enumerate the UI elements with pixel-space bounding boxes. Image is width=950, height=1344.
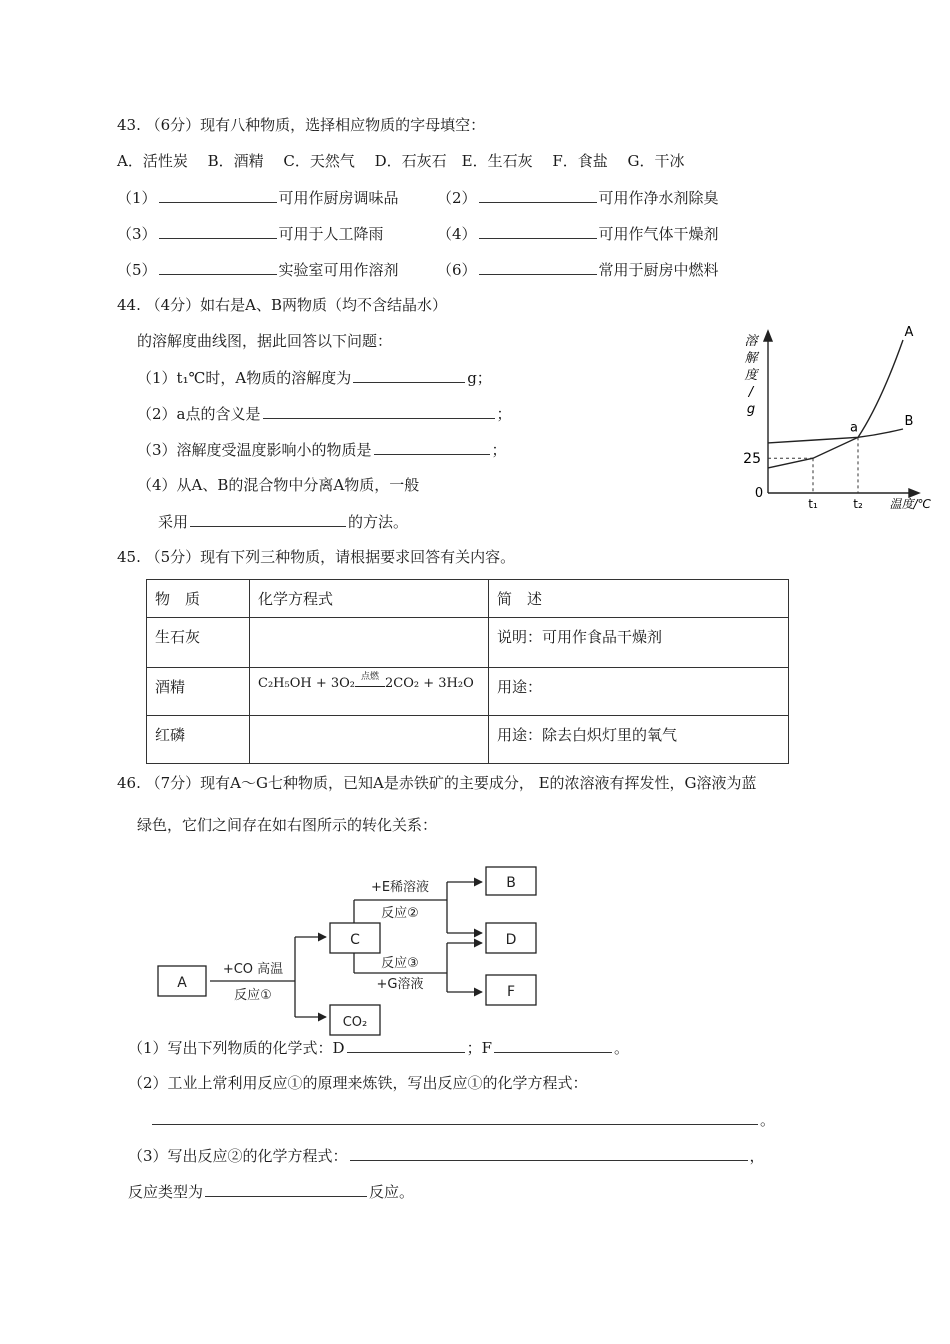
x-axis-label: 温度/℃	[889, 497, 931, 511]
label-c: C	[350, 932, 360, 948]
label-d: D	[505, 932, 517, 948]
q45-table	[146, 579, 789, 764]
cell-substance: 生石灰	[147, 618, 250, 668]
reaction-1-label: 反应①	[234, 988, 272, 1003]
cell-equation[interactable]	[250, 716, 489, 764]
q44-item-1: （1）t₁℃时，A物质的溶解度为 g；	[137, 366, 492, 389]
answer-blank[interactable]	[479, 186, 597, 203]
label-f: F	[506, 984, 516, 1000]
q44-item-3: （3）溶解度受温度影响小的物质是 ；	[137, 438, 507, 461]
answer-blank[interactable]	[190, 510, 346, 527]
table-row	[147, 716, 789, 764]
answer-blank[interactable]	[159, 258, 277, 275]
reaction-condition: 点燃	[360, 672, 379, 682]
q44-title: 44. （4分）如右是A、B两物质（均不含结晶水）	[117, 296, 448, 314]
label-b: B	[506, 875, 516, 891]
label-a: A	[177, 975, 187, 991]
q43-title: 43. （6分）现有八种物质，选择相应物质的字母填空：	[117, 116, 486, 134]
answer-blank[interactable]	[374, 438, 490, 455]
curve-a	[768, 340, 903, 468]
conversion-diagram	[150, 855, 550, 1040]
answer-blank[interactable]	[494, 1036, 612, 1053]
cell-description: 用途：除去白炽灯里的氧气	[489, 716, 789, 764]
curve-label-a: A	[904, 325, 914, 340]
q46-part-3: （3）写出反应②的化学方程式： ，	[128, 1144, 765, 1167]
q46-part-3-type: 反应类型为 反应。	[128, 1180, 414, 1203]
cell-substance: 酒精	[147, 668, 250, 716]
q44-item-4-cont: 采用 的方法。	[158, 510, 408, 533]
solubility-curves	[768, 340, 903, 468]
header-equation: 化学方程式	[250, 580, 489, 618]
answer-blank[interactable]	[159, 186, 277, 203]
q43-item-5: （5） 实验室可用作溶剂	[117, 258, 399, 281]
q46-part-2: （2）工业上常利用反应①的原理来炼铁，写出反应①的化学方程式：	[128, 1074, 588, 1092]
answer-blank[interactable]	[159, 222, 277, 239]
label-co2: CO₂	[342, 1015, 368, 1030]
q46-part-1: （1）写出下列物质的化学式：D ；F 。	[128, 1036, 629, 1059]
reaction-3-label: 反应③	[381, 956, 419, 971]
y-tick-label: 25	[743, 451, 761, 468]
answer-blank[interactable]	[347, 1036, 465, 1053]
intersection-point-label: a	[850, 420, 858, 436]
q46-title: 46. （7分）现有A～G七种物质，已知A是赤铁矿的主要成分， E的浓溶液有挥发性，G溶液为蓝	[117, 774, 757, 792]
y-axis-label-char: /	[748, 385, 754, 400]
table-header-row	[147, 580, 789, 618]
cell-equation: C₂H₅OH + 3O₂ 点燃 2CO₂ + 3H₂O	[250, 668, 489, 716]
y-axis-label	[744, 334, 759, 417]
answer-blank[interactable]	[479, 222, 597, 239]
y-axis-label-char: g	[746, 402, 756, 417]
answer-blank[interactable]	[353, 366, 465, 383]
answer-blank[interactable]	[205, 1180, 367, 1197]
chart-axes	[764, 331, 919, 497]
answer-blank[interactable]	[479, 258, 597, 275]
reaction-2-label: 反应②	[381, 906, 419, 921]
origin-label: 0	[754, 486, 764, 501]
q43-options: A．活性炭 B．酒精 C．天然气 D．石灰石 E．生石灰 F．食盐 G．干冰	[117, 152, 685, 170]
header-substance: 物 质	[147, 580, 250, 618]
table-row	[147, 668, 789, 716]
answer-blank[interactable]	[152, 1108, 758, 1125]
reaction-1-condition: +CO 高温	[222, 962, 284, 977]
y-axis-label-char: 溶	[744, 334, 758, 349]
q46-title-cont: 绿色，它们之间存在如右图所示的转化关系：	[137, 816, 438, 834]
answer-blank[interactable]	[350, 1144, 748, 1161]
reaction-2-reagent: +E稀溶液	[370, 880, 430, 895]
curve-label-b: B	[904, 414, 914, 429]
header-description: 简 述	[489, 580, 789, 618]
q43-item-1: （1） 可用作厨房调味品	[117, 186, 399, 209]
curve-labels	[905, 325, 914, 429]
x-tick-label: t₂	[853, 497, 863, 511]
q46-part-2-answer: 。	[150, 1108, 775, 1131]
curve-b	[768, 429, 903, 443]
q44-title-cont: 的溶解度曲线图，据此回答以下问题：	[137, 332, 393, 350]
q43-item-3: （3） 可用于人工降雨	[117, 222, 384, 245]
answer-blank[interactable]	[263, 402, 495, 419]
y-axis-label-char: 度	[744, 368, 758, 383]
q43-item-2: （2） 可用作净水剂除臭	[437, 186, 719, 209]
cell-description: 说明：可用作食品干燥剂	[489, 618, 789, 668]
table-row	[147, 618, 789, 668]
x-tick-label: t₁	[808, 497, 818, 511]
x-tick-labels	[808, 497, 863, 511]
q44-item-4: （4）从A、B的混合物中分离A物质，一般	[137, 476, 420, 494]
reaction-3-reagent: +G溶液	[376, 977, 424, 992]
cell-substance: 红磷	[147, 716, 250, 764]
cell-description[interactable]: 用途：	[489, 668, 789, 716]
q44-item-2: （2）a点的含义是 ；	[137, 402, 512, 425]
solubility-chart	[735, 325, 940, 515]
q45-title: 45. （5分）现有下列三种物质，请根据要求回答有关内容。	[117, 548, 516, 566]
q43-item-6: （6） 常用于厨房中燃料	[437, 258, 719, 281]
cell-equation[interactable]	[250, 618, 489, 668]
q43-item-4: （4） 可用作气体干燥剂	[437, 222, 719, 245]
y-axis-label-char: 解	[744, 351, 758, 366]
